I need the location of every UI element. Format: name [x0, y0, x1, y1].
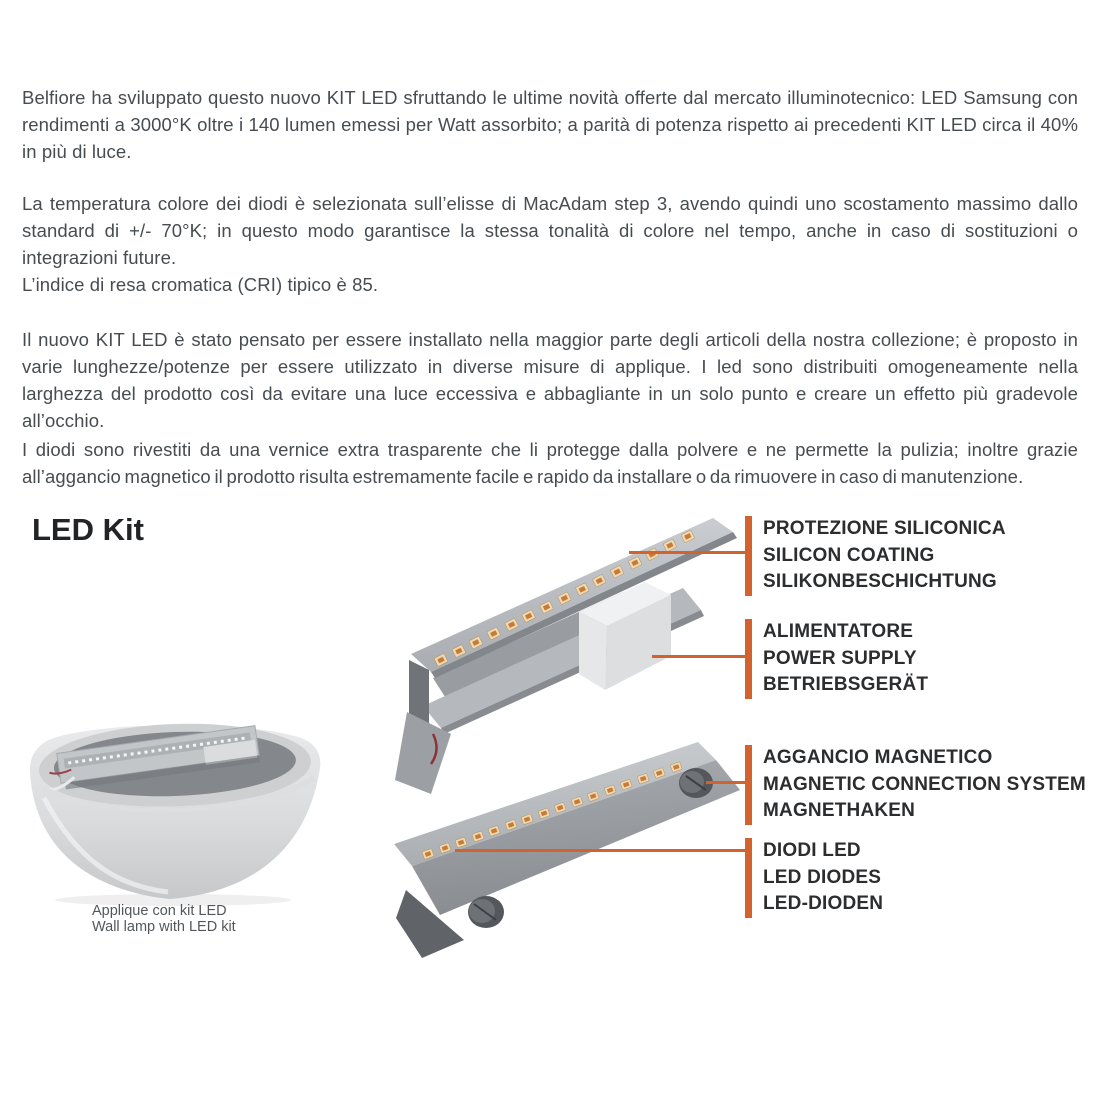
- callout-bar: [745, 838, 752, 918]
- callout-silicone-protection: [745, 516, 1006, 596]
- intro-paragraph: Belfiore ha sviluppato questo nuovo KIT LED sfruttando le ultime novità offerte dal mercato illuminotecnico: LED Samsung con rendimenti a 3000°K oltre i 140 lumen emessi per Watt assorbito; a parità di potenza rispetto ai precedenti KIT LED circa il 40% in più di luce.: [22, 87, 1078, 162]
- cri-line: L’indice di resa cromatica (CRI) tipico è 85.: [22, 274, 379, 295]
- callout-line: ALIMENTATORE: [763, 621, 914, 642]
- callout-bar: [745, 516, 752, 596]
- callout-line: DIODI LED: [763, 840, 861, 861]
- installation-paragraph: Il nuovo KIT LED è stato pensato per essere installato nella maggior parte degli articoli della nostra collezione; è proposto in varie lunghezze/potenze per essere utilizzato in diverse misure di applique. I led sono distribuiti omogeneamente nella larghezza del prodotto così da evitare una luce eccessiva e abbagliante in un solo punto e creare un effetto più gradevole all’occhio.: [22, 329, 1078, 431]
- callout-magnetic-connection: [745, 745, 1086, 825]
- callout-line: BETRIEBSGERÄT: [763, 674, 929, 695]
- color-temperature-block: [22, 190, 1078, 298]
- callout-bar: [745, 619, 752, 699]
- page-title: LED Kit: [32, 512, 144, 547]
- callout-line: MAGNETIC CONNECTION SYSTEM: [763, 773, 1086, 795]
- installation-block: [22, 326, 1078, 490]
- led-module-magnets-photo: [378, 736, 748, 976]
- end-wall: [409, 660, 429, 724]
- callout-bar: [745, 745, 752, 825]
- callout-line: SILIKONBESCHICHTUNG: [763, 571, 997, 592]
- coating-paragraph: I diodi sono rivestiti da una vernice extra trasparente che li protegge dalla polvere e ne permette la pulizia; inoltre grazie all’aggancio magnetico il prodotto risulta estremamente facile e rapido da installare o da rimuovere in caso di manutenzione.: [22, 439, 1078, 487]
- wall-lamp-photo: [18, 694, 330, 909]
- leader-line-diodes: [455, 849, 746, 852]
- callout-power-supply: [745, 619, 928, 699]
- wall-lamp-caption: [92, 904, 236, 935]
- callout-line: PROTEZIONE SILICONICA: [763, 518, 1006, 539]
- magnet-left: [468, 896, 504, 928]
- color-temperature-paragraph: La temperatura colore dei diodi è selezionata sull’elisse di MacAdam step 3, avendo quindi uno scostamento massimo dallo standard di +/- 70°K; in questo modo garantisce la stessa tonalità di colore nel tempo, anche in caso di sostituzioni o integrazioni future.: [22, 193, 1078, 268]
- leader-line-power: [652, 655, 746, 658]
- leader-line-silicone: [629, 551, 746, 554]
- callout-led-diodes: [745, 838, 883, 918]
- callout-line: LED-DIODEN: [763, 893, 884, 914]
- leader-line-magnetic: [706, 781, 747, 784]
- callout-line: MAGNETHAKEN: [763, 800, 916, 821]
- caption-line-english: Wall lamp with LED kit: [92, 918, 236, 935]
- callout-line: LED DIODES: [763, 866, 882, 888]
- callout-line: SILICON COATING: [763, 544, 935, 566]
- caption-line-italian: Applique con kit LED: [92, 903, 227, 919]
- callout-line: POWER SUPPLY: [763, 647, 917, 669]
- callout-line: AGGANCIO MAGNETICO: [763, 747, 993, 768]
